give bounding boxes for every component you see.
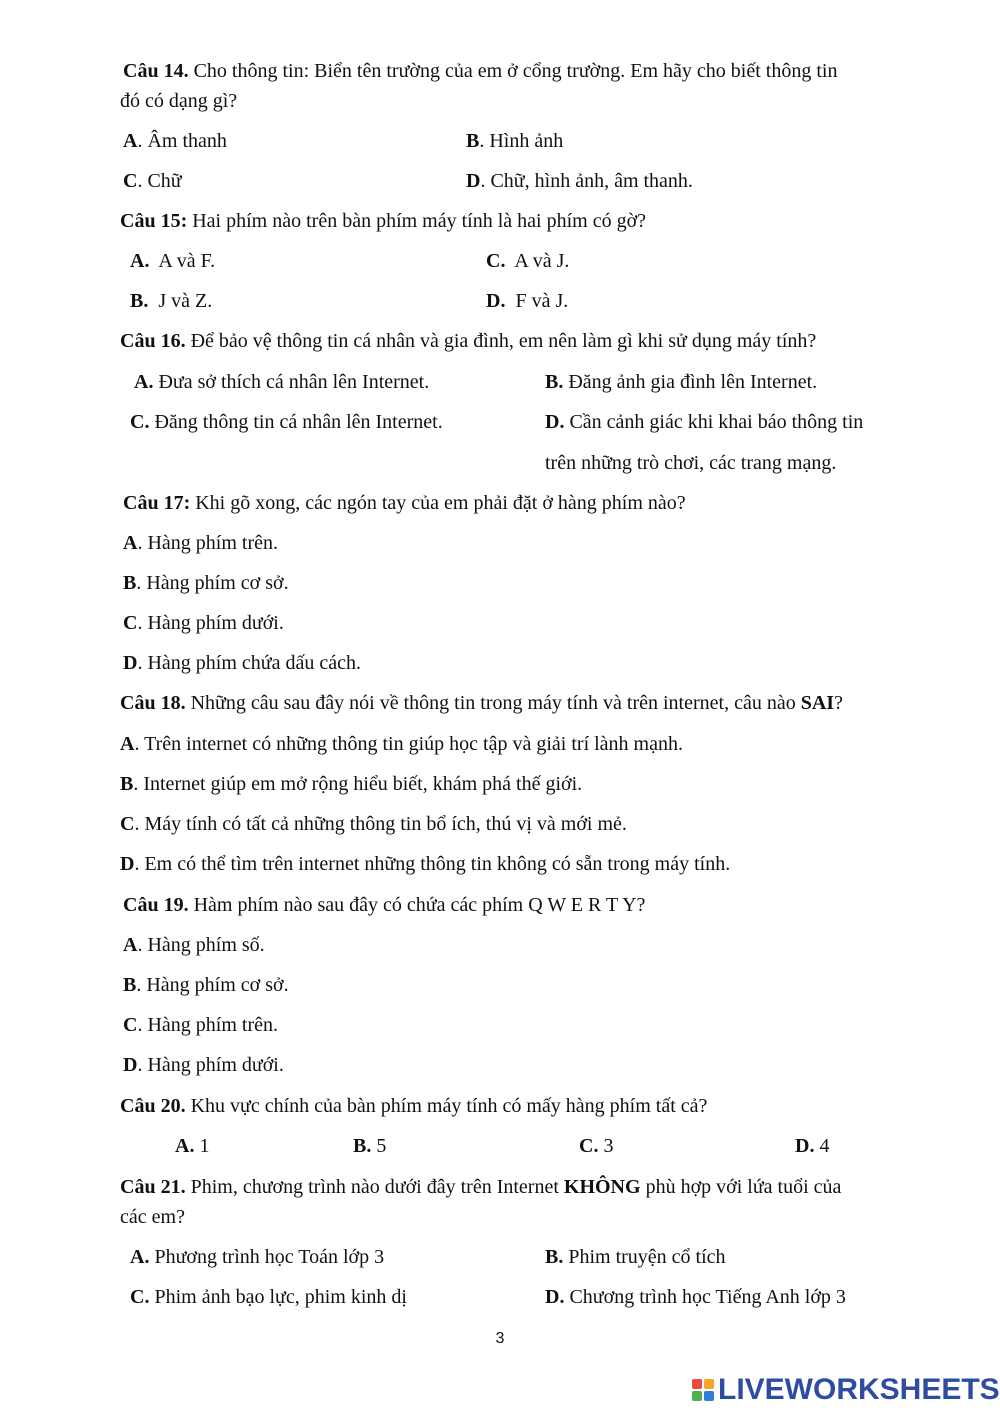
option-text: . Hàng phím trên. — [137, 1014, 278, 1036]
logo-square-blue — [704, 1391, 714, 1401]
q16-label: Câu 16. — [120, 330, 186, 352]
option-letter: C — [123, 170, 138, 192]
option-letter: D. — [545, 1286, 565, 1308]
option-text: . Âm thanh — [137, 130, 227, 152]
q14-option-c[interactable] — [123, 167, 182, 195]
option-text: A và J. — [505, 250, 570, 272]
option-letter: D — [123, 652, 138, 674]
logo-square-red — [692, 1379, 702, 1389]
option-text: Phim ảnh bạo lực, phim kinh dị — [149, 1286, 407, 1308]
q20-option-a[interactable] — [175, 1132, 209, 1160]
option-letter: A. — [134, 371, 154, 393]
q18-stem — [120, 689, 843, 717]
logo-text: LIVEWORKSHEETS — [718, 1373, 1000, 1406]
q20-stem — [120, 1092, 707, 1120]
q17-text: Khi gõ xong, các ngón tay của em phải đặt ở hàng phím nào? — [190, 492, 686, 514]
q18-emphasis: SAI — [800, 692, 835, 714]
option-text: Phương trình học Toán lớp 3 — [149, 1246, 385, 1268]
q21-emphasis: KHÔNG — [563, 1176, 641, 1198]
option-text: . Em có thể tìm trên internet những thông tin không có sẵn trong máy tính. — [134, 853, 731, 875]
q15-option-a[interactable] — [130, 247, 215, 275]
page-number: 3 — [495, 1330, 505, 1347]
q21-text: Phim, chương trình nào dưới đây trên Internet — [185, 1176, 564, 1198]
option-text: . Hình ảnh — [479, 130, 564, 152]
q19-option-c[interactable] — [123, 1011, 278, 1039]
option-text: Đăng thông tin cá nhân lên Internet. — [149, 411, 443, 433]
q15-option-c[interactable] — [486, 247, 569, 275]
option-letter: A — [123, 130, 138, 152]
q19-label: Câu 19. — [123, 894, 189, 916]
q19-option-b[interactable] — [123, 971, 289, 999]
option-text: Cần cảnh giác khi khai báo thông tin — [564, 411, 864, 433]
q21-label: Câu 21. — [120, 1176, 186, 1198]
option-letter: B — [123, 974, 137, 996]
option-text: . Chữ — [137, 170, 182, 192]
q17-label: Câu 17: — [123, 492, 191, 514]
q16-option-b[interactable] — [545, 368, 817, 396]
option-text: Đưa sở thích cá nhân lên Internet. — [153, 371, 430, 393]
q19-text: Hàm phím nào sau đây có chứa các phím Q W E R T Y? — [188, 894, 646, 916]
option-text: J và Z. — [148, 290, 213, 312]
liveworksheets-logo[interactable] — [692, 1374, 1000, 1406]
q21-text-end: phù hợp với lứa tuổi của — [640, 1176, 842, 1198]
q21-stem — [120, 1173, 841, 1201]
q16-text: Để bảo vệ thông tin cá nhân và gia đình, em nên làm gì khi sử dụng máy tính? — [185, 330, 817, 352]
option-letter: D — [120, 853, 135, 875]
option-letter: B — [123, 572, 137, 594]
option-text: Phim truyện cổ tích — [563, 1246, 726, 1268]
logo-icon — [692, 1379, 714, 1401]
option-letter: D. — [795, 1135, 815, 1157]
option-text: . Trên internet có những thông tin giúp học tập và giải trí lành mạnh. — [134, 733, 683, 755]
q17-option-d[interactable] — [123, 649, 361, 677]
q17-option-a[interactable] — [123, 529, 278, 557]
option-letter: C — [123, 612, 138, 634]
option-letter: B. — [545, 371, 564, 393]
option-letter: D — [123, 1054, 138, 1076]
option-text: . Hàng phím chứa dấu cách. — [137, 652, 361, 674]
q18-option-d[interactable] — [120, 850, 730, 878]
q14-text: Cho thông tin: Biển tên trường của em ở cổng trường. Em hãy cho biết thông tin — [188, 60, 838, 82]
q18-label: Câu 18. — [120, 692, 186, 714]
option-letter: A. — [175, 1135, 195, 1157]
q16-stem — [120, 327, 816, 355]
option-text: 5 — [371, 1135, 387, 1157]
option-text: . Hàng phím trên. — [137, 532, 278, 554]
option-text: . Hàng phím số. — [137, 934, 265, 956]
q16-option-c[interactable] — [130, 408, 443, 436]
q18-text: Những câu sau đây nói về thông tin trong máy tính và trên internet, câu nào — [185, 692, 801, 714]
option-text: . Máy tính có tất cả những thông tin bổ ích, thú vị và mới mẻ. — [134, 813, 627, 835]
q19-option-d[interactable] — [123, 1051, 284, 1079]
q19-option-a[interactable] — [123, 931, 265, 959]
option-letter: B — [466, 130, 480, 152]
q16-option-d[interactable] — [545, 408, 863, 436]
q21-option-a[interactable] — [130, 1243, 384, 1271]
q20-label: Câu 20. — [120, 1095, 186, 1117]
option-letter: B. — [130, 290, 149, 312]
option-text: 3 — [598, 1135, 614, 1157]
q20-text: Khu vực chính của bàn phím máy tính có mấy hàng phím tất cả? — [185, 1095, 708, 1117]
option-letter: D. — [545, 411, 565, 433]
q15-label: Câu 15: — [120, 210, 188, 232]
option-letter: C. — [579, 1135, 599, 1157]
q15-stem — [120, 207, 646, 235]
logo-square-green — [692, 1391, 702, 1401]
option-letter: A — [120, 733, 135, 755]
q14-option-b[interactable] — [466, 127, 563, 155]
option-letter: A. — [130, 1246, 150, 1268]
q20-option-b[interactable] — [353, 1132, 386, 1160]
option-letter: B. — [353, 1135, 372, 1157]
option-letter: C — [120, 813, 135, 835]
q17-stem — [123, 489, 686, 517]
q21-stem-line2: các em? — [120, 1206, 185, 1228]
q21-option-d[interactable] — [545, 1283, 846, 1311]
q16-option-a[interactable] — [134, 368, 429, 396]
option-text: . Hàng phím dưới. — [137, 612, 284, 634]
option-text: . Chữ, hình ảnh, âm thanh. — [480, 170, 693, 192]
option-letter: C. — [130, 1286, 150, 1308]
q14-stem-line2: đó có dạng gì? — [120, 90, 238, 112]
logo-square-orange — [704, 1379, 714, 1389]
option-text: 1 — [194, 1135, 210, 1157]
option-text: Chương trình học Tiếng Anh lớp 3 — [564, 1286, 846, 1308]
q18-option-c[interactable] — [120, 810, 627, 838]
q17-option-b[interactable] — [123, 569, 289, 597]
q15-option-d[interactable] — [486, 287, 568, 315]
option-letter: A — [123, 934, 138, 956]
option-letter: C. — [130, 411, 150, 433]
option-text: 4 — [814, 1135, 830, 1157]
option-text: . Hàng phím dưới. — [137, 1054, 284, 1076]
q20-option-c[interactable] — [579, 1132, 613, 1160]
option-letter: C — [123, 1014, 138, 1036]
option-text: . Internet giúp em mở rộng hiểu biết, khám phá thế giới. — [133, 773, 583, 795]
q21-option-b[interactable] — [545, 1243, 726, 1271]
option-letter: D — [466, 170, 481, 192]
q14-option-d[interactable] — [466, 167, 693, 195]
option-letter: B — [120, 773, 134, 795]
q14-label: Câu 14. — [123, 60, 189, 82]
q19-stem — [123, 891, 645, 919]
option-letter: A. — [130, 250, 150, 272]
q18-option-a[interactable] — [120, 730, 683, 758]
option-text: A và F. — [149, 250, 216, 272]
q16-option-d-line2: trên những trò chơi, các trang mạng. — [545, 452, 837, 474]
q15-text: Hai phím nào trên bàn phím máy tính là hai phím có gờ? — [187, 210, 647, 232]
q14-stem — [123, 57, 837, 85]
q21-option-c[interactable] — [130, 1283, 407, 1311]
option-letter: D. — [486, 290, 506, 312]
q18-option-b[interactable] — [120, 770, 582, 798]
q18-text-end: ? — [834, 692, 843, 714]
option-text: . Hàng phím cơ sở. — [136, 974, 289, 996]
option-letter: B. — [545, 1246, 564, 1268]
option-text: . Hàng phím cơ sở. — [136, 572, 289, 594]
q14-option-a[interactable] — [123, 127, 227, 155]
q20-option-d[interactable] — [795, 1132, 829, 1160]
q15-option-b[interactable] — [130, 287, 212, 315]
option-letter: A — [123, 532, 138, 554]
q17-option-c[interactable] — [123, 609, 284, 637]
option-text: Đăng ảnh gia đình lên Internet. — [563, 371, 818, 393]
option-text: F và J. — [505, 290, 569, 312]
option-letter: C. — [486, 250, 506, 272]
